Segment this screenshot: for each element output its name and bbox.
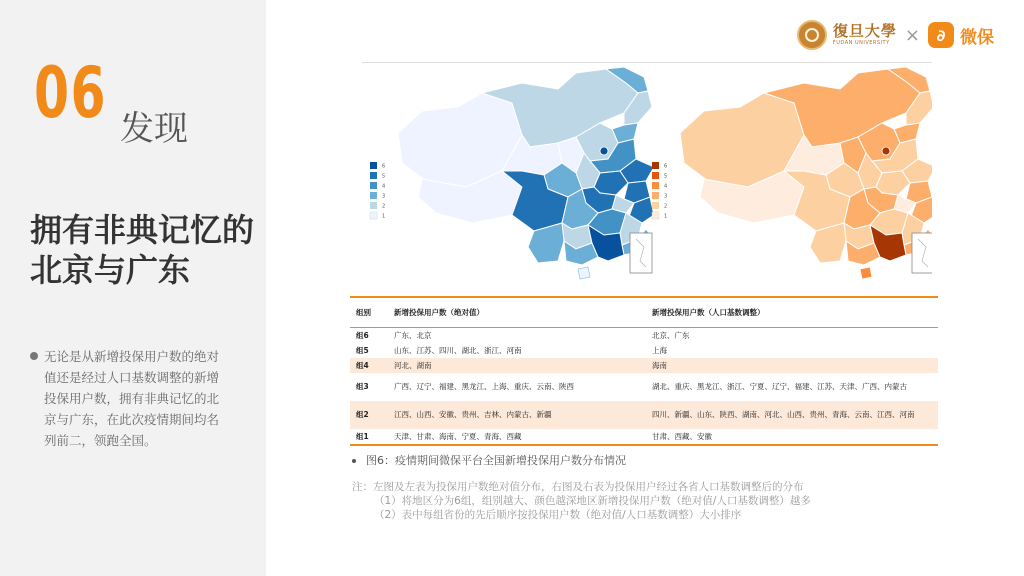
group-cell: 组2 [356,410,369,419]
absolute-cell: 河北、湖南 [394,360,432,370]
adjusted-cell: 甘肃、西藏、安徽 [652,431,712,441]
table-row [350,327,938,343]
weibao-logo-text: 微保 [960,27,994,48]
adjusted-cell: 四川、新疆、山东、陕西、湖南、河北、山西、贵州、青海、云南、江西、河南 [652,410,915,419]
left-legend-label-3: 3 [382,193,386,200]
note-line: （2）表中每组省份的先后顺序按投保用户数（绝对值/人口基数调整）大小排序 [374,509,742,521]
adjusted-cell: 上海 [652,345,667,355]
right-legend-label-3: 3 [664,193,668,200]
adjusted-cell: 北京、广东 [652,330,690,340]
adjusted-cell: 湖北、重庆、黑龙江、浙江、宁夏、辽宁、福建、江苏、天津、广西、内蒙古 [652,382,907,391]
right-legend-label-2: 2 [664,203,668,210]
china-maps-figure [362,62,932,284]
left-legend-label-1: 1 [382,213,386,220]
absolute-cell: 江西、山西、安徽、贵州、吉林、内蒙古、新疆 [394,410,552,419]
table-row [350,429,938,445]
headline: 拥有非典记忆的北京与广东 [30,211,255,289]
right-legend-label-4: 4 [664,183,668,190]
fudan-logo-text [833,24,897,46]
fudan-name-cn: 復旦大學 [832,22,897,40]
note-line: 注：左图及左表为投保用户数绝对值分布，右图及右表为投保用户经过各省人口基数调整后的分布 [352,481,804,493]
province-group-table [350,296,938,446]
bullet-text: 无论是从新增投保用户数的绝对值还是经过人口基数调整的新增投保用户数，拥有非典记忆的北京与广东，在此次疫情期间均名列前二，领跑全国。 [44,349,220,448]
left-legend-label-4: 4 [382,183,386,190]
caption-text: 图6：疫情期间微保平台全国新增投保用户数分布情况 [366,454,626,467]
group-cell: 组4 [356,360,369,370]
right-legend-label-1: 1 [664,213,668,220]
absolute-cell: 广东、北京 [394,330,432,340]
right-map-legend [652,162,667,220]
left-panel [0,0,266,576]
right-legend-label-6: 6 [664,163,668,170]
weibao-logo-icon: ∂ [928,22,954,48]
left-legend-label-6: 6 [382,163,386,170]
right-map-adjusted [652,67,932,279]
table-row [350,343,938,358]
left-map-legend [370,162,385,220]
group-cell: 组5 [356,345,369,355]
figure-caption [352,452,626,468]
bullet-point [30,346,230,451]
left-legend-label-5: 5 [382,173,386,180]
left-legend-label-2: 2 [382,203,386,210]
table-row [350,373,938,401]
fudan-seal-icon [797,20,827,50]
fudan-name-en: FUDAN UNIVERSITY [832,40,890,46]
table-row [350,358,938,373]
table-header-row [350,297,938,327]
absolute-cell: 山东、江苏、四川、湖北、浙江、河南 [394,345,522,355]
absolute-cell: 天津、甘肃、海南、宁夏、青海、西藏 [394,431,522,441]
header-adjusted: 新增投保用户数（人口基数调整） [652,307,765,317]
right-legend-label-5: 5 [664,173,668,180]
group-cell: 组3 [356,382,369,391]
header-group: 组别 [356,307,371,317]
logo-separator: × [904,24,920,46]
left-map-absolute [370,67,654,279]
figure-notes [352,480,811,522]
bullet-dot-icon [30,352,38,360]
adjusted-cell: 海南 [652,360,667,370]
group-cell: 组6 [356,330,369,340]
note-line: （1）将地区分为6组，组别越大、颜色越深地区新增投保用户数（绝对值/人口基数调整）越多 [374,495,811,507]
absolute-cell: 广西、辽宁、福建、黑龙江、上海、重庆、云南、陕西 [394,382,574,391]
section-number: 06 [34,52,108,134]
header-absolute: 新增投保用户数（绝对值） [394,307,484,317]
caption-bullet-icon [352,459,356,463]
logo-area [797,18,994,52]
section-title: 发现 [120,109,188,149]
table-row [350,401,938,429]
group-cell: 组1 [356,431,369,441]
